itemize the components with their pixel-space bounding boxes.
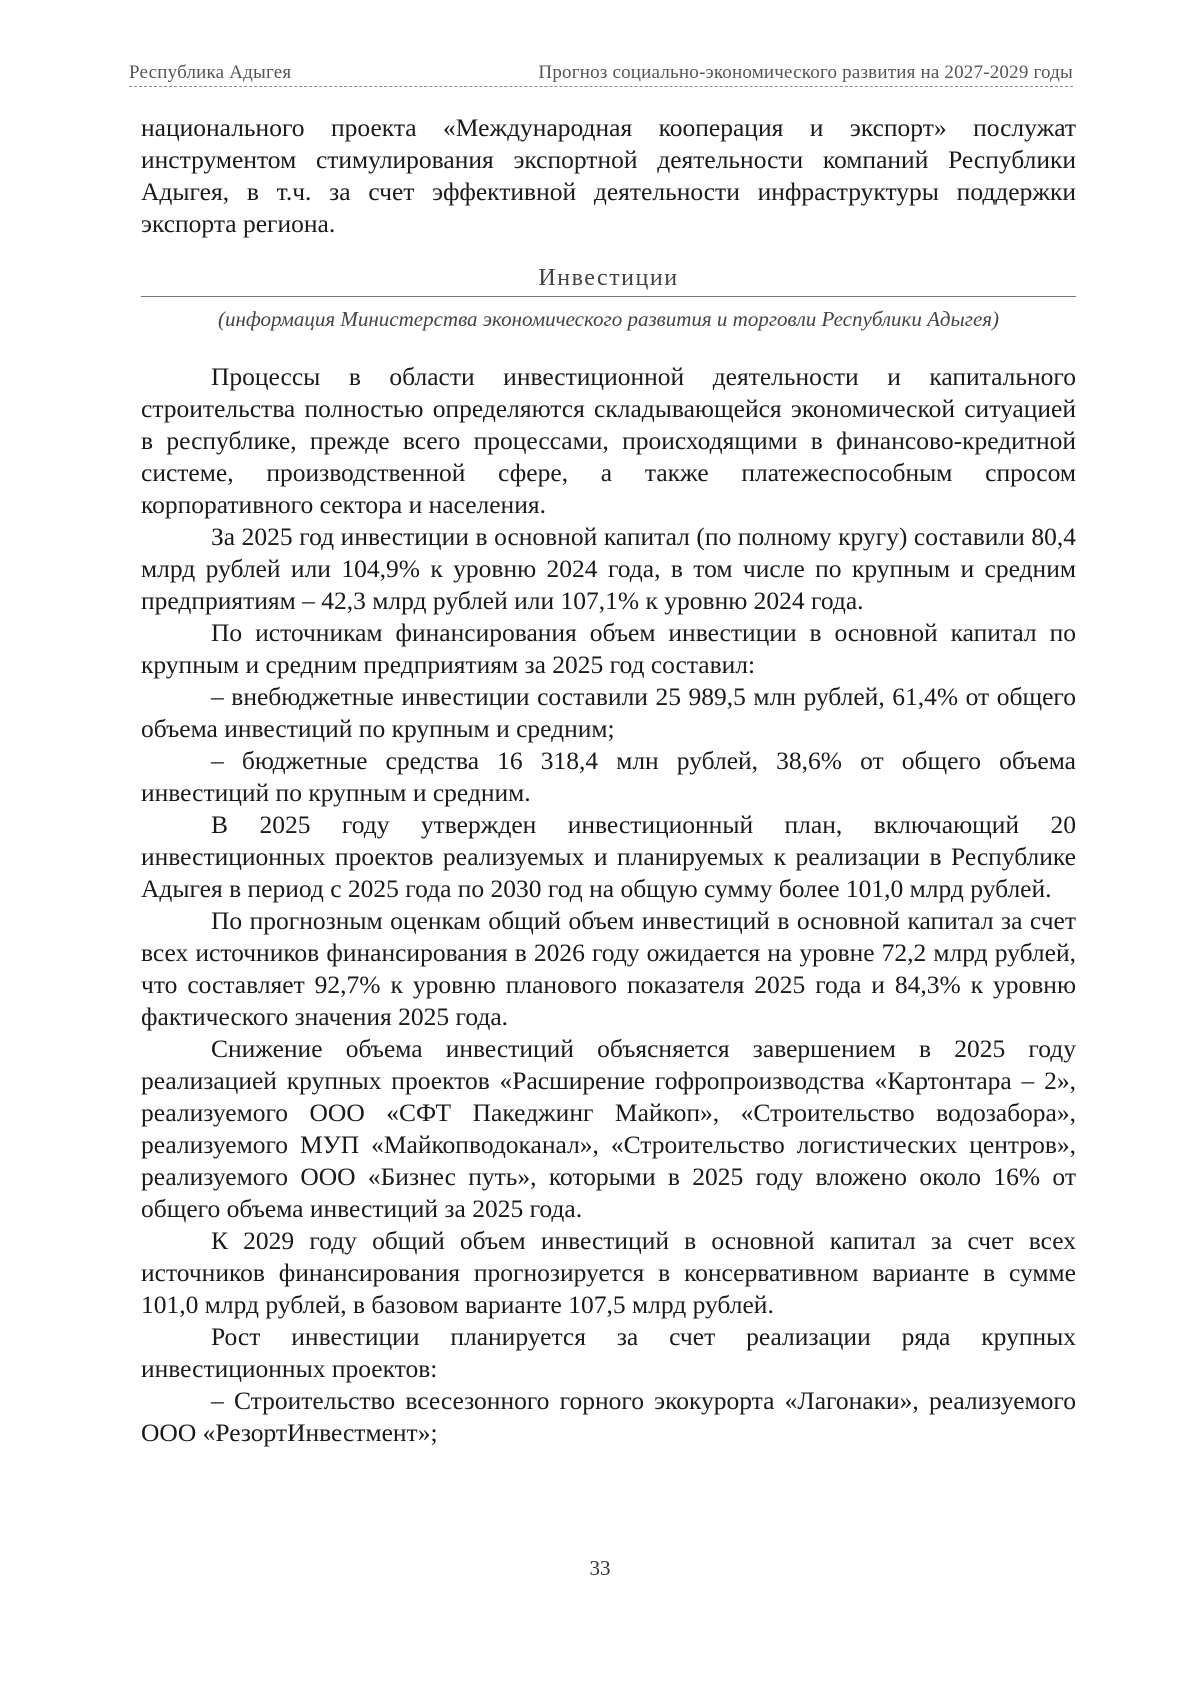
paragraph: Процессы в области инвестиционной деятельности и капитального строительства полностью определяются складывающейся экономической ситуацией в республике, прежде всего процессами, происходящими в финансово-кредитной системе, производственной сфере, а также платежеспособным спросом корпоративного сектора и населения. bbox=[141, 362, 1076, 519]
intro-paragraph: национального проекта «Международная кооперация и экспорт» послужат инструментом стимулирования экспортной деятельности компаний Республики Адыгея, в т.ч. за счет эффективной деятельности инфраструктуры поддержки экспорта региона. bbox=[141, 113, 1076, 238]
list-item: – бюджетные средства 16 318,4 млн рублей, 38,6% от общего объема инвестиций по крупным и средним. bbox=[141, 746, 1076, 807]
section-source-note: (информация Министерства экономического развития и торговли Республики Адыгея) bbox=[217, 307, 1000, 331]
paragraph: Снижение объема инвестиций объясняется завершением в 2025 году реализацией крупных проектов «Расширение гофропроизводства «Картонтара – 2», реализуемого ООО «СФТ Пакеджинг Майкоп», «Строительство водозабора», реализуемого МУП «Майкопводоканал», «Строительство логистических центров», реализуемого ООО «Бизнес путь», которыми в 2025 году вложено около 16% от общего объема инвестиций за 2025 года. bbox=[141, 1034, 1076, 1223]
section-title: Инвестиции bbox=[141, 262, 1076, 297]
header-region: Республика Адыгея bbox=[129, 62, 292, 83]
paragraph: В 2025 году утвержден инвестиционный план, включающий 20 инвестиционных проектов реализуемых и планируемых к реализации в Республике Адыгея в период с 2025 года по 2030 год на общую сумму более 101,0 млрд рублей. bbox=[141, 810, 1076, 903]
paragraph: По источникам финансирования объем инвестиции в основной капитал по крупным и средним предприятиям за 2025 год составил: bbox=[141, 618, 1076, 679]
paragraph: К 2029 году общий объем инвестиций в основной капитал за счет всех источников финансирования прогнозируется в консервативном варианте в сумме 101,0 млрд рублей, в базовом варианте 107,5 млрд рублей. bbox=[141, 1226, 1076, 1319]
paragraph: По прогнозным оценкам общий объем инвестиций в основной капитал за счет всех источников финансирования в 2026 году ожидается на уровне 72,2 млрд рублей, что составляет 92,7% к уровню планового показателя 2025 года и 84,3% к уровню фактического значения 2025 года. bbox=[141, 906, 1076, 1031]
page-number: 33 bbox=[589, 1556, 611, 1580]
list-item: – внебюджетные инвестиции составили 25 989,5 млн рублей, 61,4% от общего объема инвестиций по крупным и средним; bbox=[141, 682, 1076, 743]
paragraph: Рост инвестиции планируется за счет реализации ряда крупных инвестиционных проектов: bbox=[141, 1322, 1076, 1383]
document-body bbox=[141, 112, 1076, 1449]
header-document-title: Прогноз социально-экономического развития на 2027-2029 годы bbox=[538, 62, 1073, 83]
list-item: – Строительство всесезонного горного экокурорта «Лагонаки», реализуемого ООО «РезортИнвестмент»; bbox=[141, 1386, 1076, 1447]
paragraph: За 2025 год инвестиции в основной капитал (по полному кругу) составили 80,4 млрд рублей или 104,9% к уровню 2024 года, в том числе по крупным и средним предприятиям – 42,3 млрд рублей или 107,1% к уровню 2024 года. bbox=[141, 522, 1076, 615]
running-header bbox=[129, 62, 1073, 87]
